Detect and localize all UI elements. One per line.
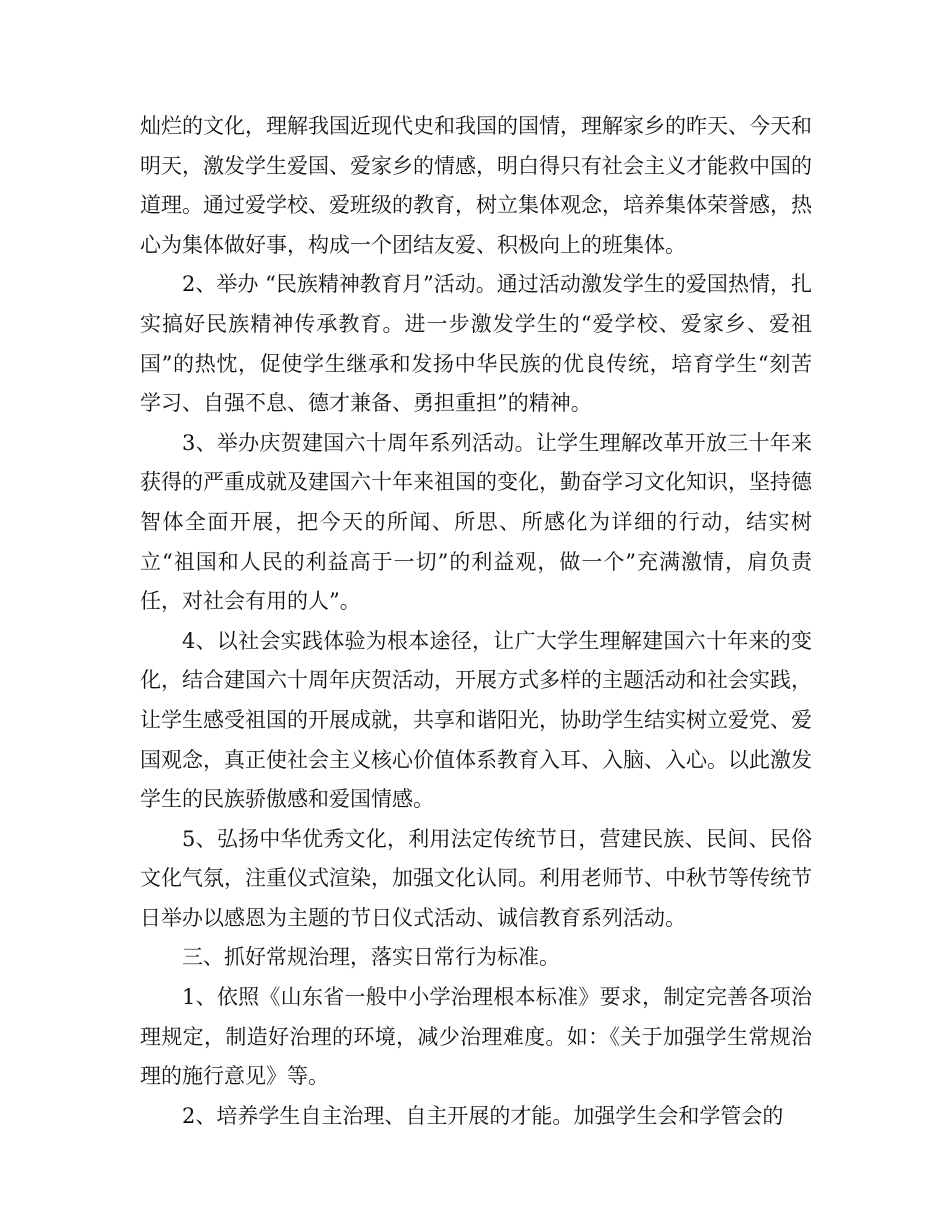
- paragraph-section3-item-2: 2、培养学生自主治理、自主开展的才能。加强学生会和学管会的: [182, 1103, 784, 1128]
- paragraph-item-3: 3、举办庆贺建国六十周年系列活动。让学生理解改革开放三十年来获得的严重成就及建国六十年来祖国的变化，勤奋学习文化知识，坚持德智体全面开展，把今天的所闻、所思、所感化为详细的行动，结实树立“祖国和人民的利益高于一切”的利益观，做一个”充满激情，肩负责任，对社会有用的人”。: [140, 430, 812, 614]
- paragraph-item-4: 4、以社会实践体验为根本途径，让广大学生理解建国六十年来的变化，结合建国六十周年庆贺活动，开展方式多样的主题活动和社会实践，让学生感受祖国的开展成就，共享和谐阳光，协助学生结实树立爱党、爱国观念，真正使社会主义核心价值体系教育入耳、入脑、入心。以此激发学生的民族骄傲感和爱国情感。: [140, 628, 812, 812]
- section-heading-3: 三、抓好常规治理，落实日常行为标准。: [182, 945, 560, 970]
- document-body: [140, 107, 812, 1136]
- paragraph-item-5: 5、弘扬中华优秀文化，利用法定传统节日，营建民族、民间、民俗文化气氛，注重仪式渲染，加强文化认同。利用老师节、中秋节等传统节日举办以感恩为主题的节日仪式活动、诚信教育系列活动。: [140, 826, 812, 930]
- paragraph-section3-item-1: 1、依照《山东省一般中小学治理根本标准》要求，制定完善各项治理规定，制造好治理的环境，减少治理难度。如：《关于加强学生常规治理的施行意见》等。: [140, 985, 812, 1089]
- paragraph-continuation: 灿烂的文化，理解我国近现代史和我国的国情，理解家乡的昨天、今天和明天，激发学生爱国、爱家乡的情感，明白得只有社会主义才能救中国的道理。通过爱学校、爱班级的教育，树立集体观念，培养集体荣誉感，热心为集体做好事，构成一个团结友爱、积极向上的班集体。: [140, 114, 812, 257]
- paragraph-item-2: 2、举办 “民族精神教育月”活动。通过活动激发学生的爱国热情，扎实搞好民族精神传承教育。进一步激发学生的“爱学校、爱家乡、爱祖国”的热忱，促使学生继承和发扬中华民族的优良传统，培育学生“刻苦学习、自强不息、德才兼备、勇担重担”的精神。: [140, 272, 812, 416]
